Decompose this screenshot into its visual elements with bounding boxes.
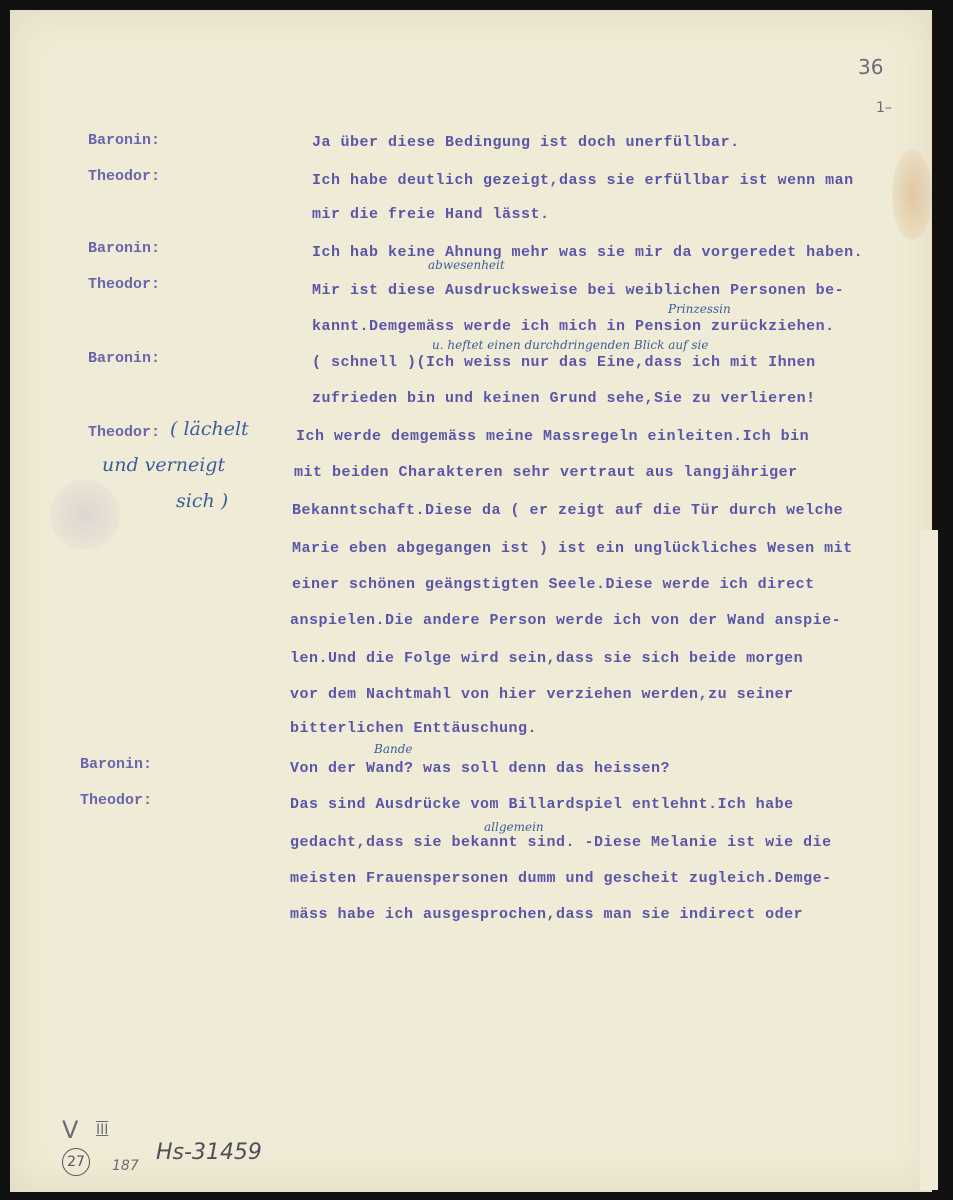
handwritten-annotation: Bande [374, 742, 413, 756]
text-line: Das sind Ausdrücke vom Billardspiel entlehnt.Ich habe [290, 796, 794, 813]
text-line: Ich habe deutlich gezeigt,dass sie erfüllbar ist wenn man [312, 172, 854, 189]
speaker-theodor: Theodor: [88, 424, 161, 441]
archive-circled-number: 27 [62, 1148, 90, 1176]
text-line: mir die freie Hand lässt. [312, 206, 550, 223]
text-line: Ich werde demgemäss meine Massregeln einleiten.Ich bin [296, 428, 810, 445]
speaker-theodor: Theodor: [88, 168, 161, 185]
text-line: vor dem Nachtmahl von hier verziehen werden,zu seiner [290, 686, 794, 703]
text-line: zufrieden bin und keinen Grund sehe,Sie zu verlieren! [312, 390, 816, 407]
text-line: mäss habe ich ausgesprochen,dass man sie indirect oder [290, 906, 804, 923]
text-line: Ich hab keine Ahnung mehr was sie mir da vorgeredet haben. [312, 244, 864, 261]
text-line: einer schönen geängstigten Seele.Diese werde ich direct [292, 576, 815, 593]
handwritten-annotation: abwesenheit [428, 258, 505, 272]
text-line: anspielen.Die andere Person werde ich von der Wand anspie- [290, 612, 842, 629]
speaker-baronin: Baronin: [80, 756, 153, 773]
archive-roman: V [62, 1116, 79, 1144]
smudge-mark [50, 480, 120, 550]
text-line: Ja über diese Bedingung ist doch unerfüllbar. [312, 134, 740, 151]
handwritten-annotation: allgemein [484, 820, 544, 834]
text-line: bitterlichen Enttäuschung. [290, 720, 538, 737]
text-line: Marie eben abgegangen ist ) ist ein unglückliches Wesen mit [292, 540, 853, 557]
text-line: Von der Wand? was soll denn das heissen? [290, 760, 671, 777]
archive-signature: Hs-31459 [156, 1140, 262, 1165]
archive-folio: 187 [112, 1158, 139, 1174]
archive-roman-sub: III [96, 1122, 109, 1138]
page-number: 36 [858, 55, 884, 79]
speaker-theodor: Theodor: [88, 276, 161, 293]
text-line: kannt.Demgemäss werde ich mich in Pension zurückziehen. [312, 318, 835, 335]
handwritten-annotation: Prinzessin [668, 302, 731, 316]
speaker-baronin: Baronin: [88, 350, 161, 367]
text-line: ( schnell )(Ich weiss nur das Eine,dass ich mit Ihnen [312, 354, 816, 371]
speaker-baronin: Baronin: [88, 240, 161, 257]
text-line: meisten Frauenspersonen dumm und gescheit zugleich.Demge- [290, 870, 832, 887]
text-line: Bekanntschaft.Diese da ( er zeigt auf die Tür durch welche [292, 502, 844, 519]
text-line: gedacht,dass sie bekannt sind. -Diese Melanie ist wie die [290, 834, 832, 851]
text-line: Mir ist diese Ausdrucksweise bei weiblichen Personen be- [312, 282, 845, 299]
handwritten-stage-direction: und verneigt [102, 454, 226, 476]
stain-mark [892, 150, 932, 240]
corner-mark: 1– [876, 100, 892, 116]
text-line: len.Und die Folge wird sein,dass sie sich beide morgen [290, 650, 804, 667]
speaker-baronin: Baronin: [88, 132, 161, 149]
handwritten-annotation: u. heftet einen durchdringenden Blick auf sie [432, 338, 709, 352]
handwritten-stage-direction: sich ) [176, 490, 229, 512]
text-line: mit beiden Charakteren sehr vertraut aus langjähriger [294, 464, 798, 481]
speaker-theodor: Theodor: [80, 792, 153, 809]
handwritten-stage-direction: ( lächelt [170, 418, 249, 440]
